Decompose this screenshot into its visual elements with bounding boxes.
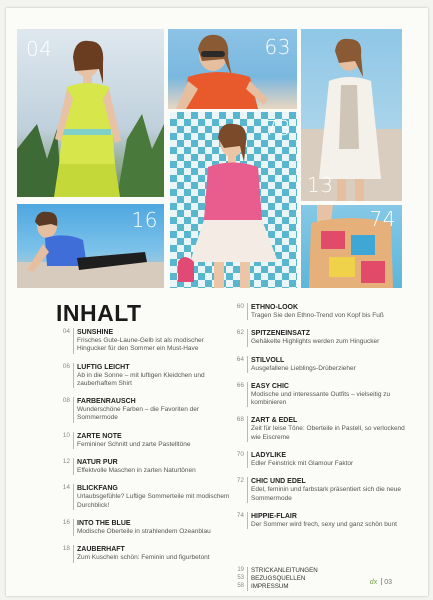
toc-entry[interactable] (56, 363, 231, 389)
toc-entry-title: CHIC UND EDEL (251, 478, 306, 486)
toc-entry-title: LADYLIKE (251, 452, 286, 460)
toc-entry-description: Modische und interessante Outfits – vielseitig zu kombinieren (251, 390, 391, 407)
photo-74 (301, 205, 402, 288)
toc-entry-description: Edler Feinstrick mit Glamour Faktor (251, 460, 354, 468)
toc-entry-description: Ausgefallene Lieblings-Drüberzieher (251, 364, 356, 372)
toc-footer-list (230, 567, 318, 591)
toc-entry[interactable] (230, 451, 405, 468)
toc-entry-title: LUFTIG LEICHT (77, 363, 130, 371)
toc-entry-title: ETHNO-LOOK (251, 304, 299, 311)
toc-entry-title: ZART & EDEL (251, 417, 298, 425)
toc-entry-title: BLICKFANG (77, 485, 118, 493)
toc-entry-page: 62 (236, 329, 244, 337)
toc-entry[interactable] (56, 432, 231, 449)
toc-entry-title: HIPPIE-FLAIR (251, 512, 297, 520)
toc-entry[interactable] (230, 356, 405, 373)
toc-entry[interactable] (230, 329, 405, 346)
toc-entry-title: SPITZENEINSATZ (251, 330, 310, 338)
toc-entry[interactable] (56, 519, 231, 536)
photo-74-page-number: 74 (369, 207, 396, 231)
toc-entry-description: Modische Oberteile in strahlendem Ozeanblau (77, 527, 211, 535)
photo-73 (170, 112, 297, 288)
toc-entry-title: ZARTE NOTE (77, 432, 122, 440)
toc-entry-description: Der Sommer wird frech, sexy und ganz schön bunt (251, 520, 397, 528)
toc-entry-description: Effektvolle Maschen in zarten Naturtönen (77, 467, 196, 475)
toc-entry-page: 10 (62, 431, 70, 439)
toc-entry-description: Ab in die Sonne – mit luftigen Kleidchen und zauberhaftem Shirt (77, 371, 205, 387)
toc-entry-description: Gehäkelte Highlights werden zum Hingucker (251, 338, 380, 346)
toc-footer-item-page: 58 (237, 583, 244, 589)
toc-entry-title: INTO THE BLUE (77, 519, 131, 527)
toc-entry-page: 66 (236, 381, 244, 389)
photo-63 (168, 29, 297, 109)
toc-entry-page: 16 (62, 518, 70, 526)
toc-footer-item-title: BEZUGSQUELLEN (251, 575, 306, 582)
toc-entry-title: SUNSHINE (77, 329, 114, 336)
toc-entry[interactable] (230, 382, 405, 408)
toc-entry-page: 12 (62, 458, 70, 466)
toc-entry-title: STILVOLL (251, 356, 285, 364)
toc-footer-item[interactable] (230, 567, 318, 575)
toc-entry[interactable] (56, 545, 231, 562)
photo-13-page-number: 13 (307, 173, 334, 197)
toc-entry[interactable] (56, 484, 231, 510)
photo-16 (17, 204, 164, 288)
magazine-page (6, 8, 428, 596)
page-footer (370, 578, 392, 586)
toc-footer-item[interactable] (230, 575, 318, 583)
photo-63-page-number: 63 (264, 35, 291, 59)
toc-entry-description: Wunderschöne Farben – die Favoriten der Sommermode (77, 406, 200, 422)
toc-entry-page: 04 (62, 328, 70, 335)
toc-entry-title: EASY CHIC (251, 382, 289, 390)
toc-entry[interactable] (230, 477, 405, 503)
toc-left-column (56, 328, 231, 572)
toc-entry-description: Urlaubsgefühle? Luftige Sommerteile mit modischem Durchblick! (77, 493, 230, 509)
toc-footer-item-title: STRICKANLEITUNGEN (251, 567, 318, 574)
photo-04-page-number: 04 (26, 37, 53, 61)
toc-entry-page: 14 (62, 484, 70, 492)
magazine-logo: dx (369, 579, 378, 586)
photo-04 (17, 29, 164, 197)
toc-entry-page: 06 (62, 362, 70, 370)
photo-73-page-number: 73 (264, 116, 291, 140)
page-number: 03 (384, 579, 392, 586)
photo-13 (301, 29, 402, 201)
toc-entry-page: 70 (236, 451, 244, 459)
toc-entry-page: 08 (62, 397, 70, 405)
toc-entry[interactable] (230, 416, 405, 442)
page-title: INHALT (56, 300, 142, 326)
photo-16-page-number: 16 (131, 208, 158, 232)
toc-footer-item-page: 53 (237, 575, 244, 581)
toc-entry[interactable] (56, 458, 231, 475)
toc-entry-description: Zeit für leise Töne: Oberteile in Pastell, so verlockend wie Eiscreme (251, 425, 405, 441)
toc-footer-item-title: IMPRESSUM (251, 583, 289, 590)
toc-entry-description: Frisches Gute-Laune-Gelb ist als modischer Hingucker für den Sommer ein Must-Have (77, 337, 204, 353)
toc-entry-page: 74 (236, 511, 244, 519)
toc-entry-page: 68 (236, 416, 244, 424)
toc-entry-page: 60 (236, 303, 244, 310)
toc-entry-page: 18 (62, 545, 70, 553)
toc-footer-item-page: 19 (237, 567, 244, 573)
toc-entry-title: FARBENRAUSCH (77, 398, 136, 406)
toc-entry[interactable] (56, 328, 231, 354)
toc-entry[interactable] (230, 303, 405, 320)
toc-entry[interactable] (56, 397, 231, 423)
toc-entry-page: 72 (236, 477, 244, 485)
toc-entry-page: 64 (236, 355, 244, 363)
toc-entry-description: Zum Kuscheln schön: Feminin und figurbetont (77, 554, 210, 562)
toc-entry-description: Femininer Schnitt und zarte Pastelltöne (77, 440, 191, 448)
toc-entry-title: ZAUBERHAFT (77, 546, 125, 554)
toc-entry-description: Edel, feminin und farbstark präsentiert sich die neue Sommermode (251, 486, 401, 502)
toc-entry-title: NATUR PUR (77, 459, 118, 467)
toc-entry-description: Tragen Sie den Ethno-Trend von Kopf bis Fuß (251, 312, 384, 319)
toc-footer-item[interactable] (230, 583, 318, 591)
toc-right-column (230, 303, 405, 538)
toc-entry[interactable] (230, 512, 405, 529)
